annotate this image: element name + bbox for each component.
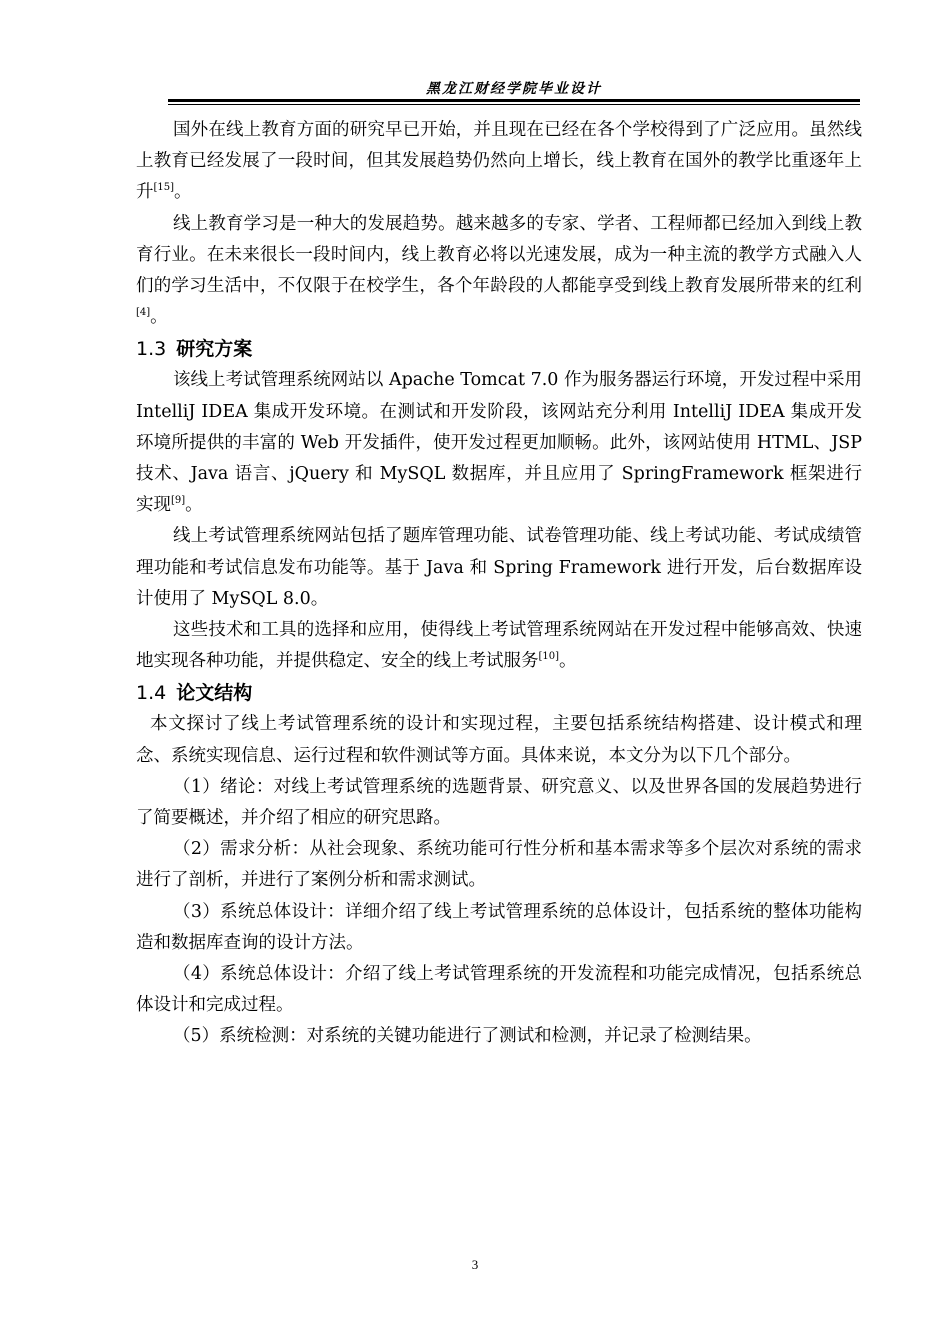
header-rule-thin [168, 104, 860, 105]
list-item: （2）需求分析：从社会现象、系统功能可行性分析和基本需求等多个层次对系统的需求进行了剖析，并进行了案例分析和需求测试。 [136, 839, 862, 891]
page-number: 3 [471, 1257, 479, 1272]
page-header-title: 黑龙江财经学院毕业设计 [426, 81, 602, 97]
citation-ref: [4] [136, 307, 151, 319]
header-rule-thick [168, 99, 860, 102]
citation-ref: [10] [538, 651, 560, 663]
list-item: （4）系统总体设计：介绍了线上考试管理系统的开发流程和功能完成情况，包括系统总体设计和完成过程。 [136, 964, 862, 1016]
section-heading-1-4: 1.4 论文结构 [136, 682, 253, 705]
citation-ref: [15] [153, 182, 175, 194]
list-item: （1）绪论：对线上考试管理系统的选题背景、研究意义、以及世界各国的发展趋势进行了简要概述，并介绍了相应的研究思路。 [136, 776, 862, 829]
document-body [136, 115, 862, 1053]
section-heading-1-3: 1.3 研究方案 [136, 338, 253, 361]
list-item: （3）系统总体设计：详细介绍了线上考试管理系统的总体设计，包括系统的整体功能构造和数据库查询的设计方法。 [136, 901, 862, 953]
paragraph: 线上考试管理系统网站包括了题库管理功能、试卷管理功能、线上考试功能、考试成绩管理功能和考试信息发布功能等。基于 Java 和 Spring Framework 进行开发，后台数据库设计使用了 MySQL 8.0。 [136, 526, 862, 609]
citation-ref: [9] [171, 495, 186, 507]
paragraph: 该线上考试管理系统网站以 Apache Tomcat 7.0 作为服务器运行环境，开发过程中采用 IntelliJ IDEA 集成开发环境。在测试和开发阶段，该网站充分利用 IntelliJ IDEA 集成开发环境所提供的丰富的 Web 开发插件，使开发过程更加顺畅。此外，该网站使用 HTML、JSP 技术、Java 语言、jQuery 和 MySQL 数据库，并且应用了 SpringFramework 框架进行实现[9]。 [136, 370, 862, 516]
paragraph-intro: 本文探讨了线上考试管理系统的设计和实现过程，主要包括系统结构搭建、设计模式和理念、系统实现信息、运行过程和软件测试等方面。具体来说，本文分为以下几个部分。 [136, 714, 862, 766]
paragraph: 线上教育学习是一种大的发展趋势。越来越多的专家、学者、工程师都已经加入到线上教育行业。在未来很长一段时间内，线上教育必将以光速发展，成为一种主流的教学方式融入人们的学习生活中，不仅限于在校学生，各个年龄段的人都能享受到线上教育发展所带来的红利[4]。 [136, 213, 862, 328]
list-item: （5）系统检测：对系统的关键功能进行了测试和检测，并记录了检测结果。 [173, 1026, 762, 1047]
paragraph: 这些技术和工具的选择和应用，使得线上考试管理系统网站在开发过程中能够高效、快速地实现各种功能，并提供稳定、安全的线上考试服务[10]。 [136, 620, 862, 672]
paragraph: 国外在线上教育方面的研究早已开始，并且现在已经在各个学校得到了广泛应用。虽然线上教育已经发展了一段时间，但其发展趋势仍然向上增长，线上教育在国外的教学比重逐年上升[15]。 [136, 120, 862, 203]
